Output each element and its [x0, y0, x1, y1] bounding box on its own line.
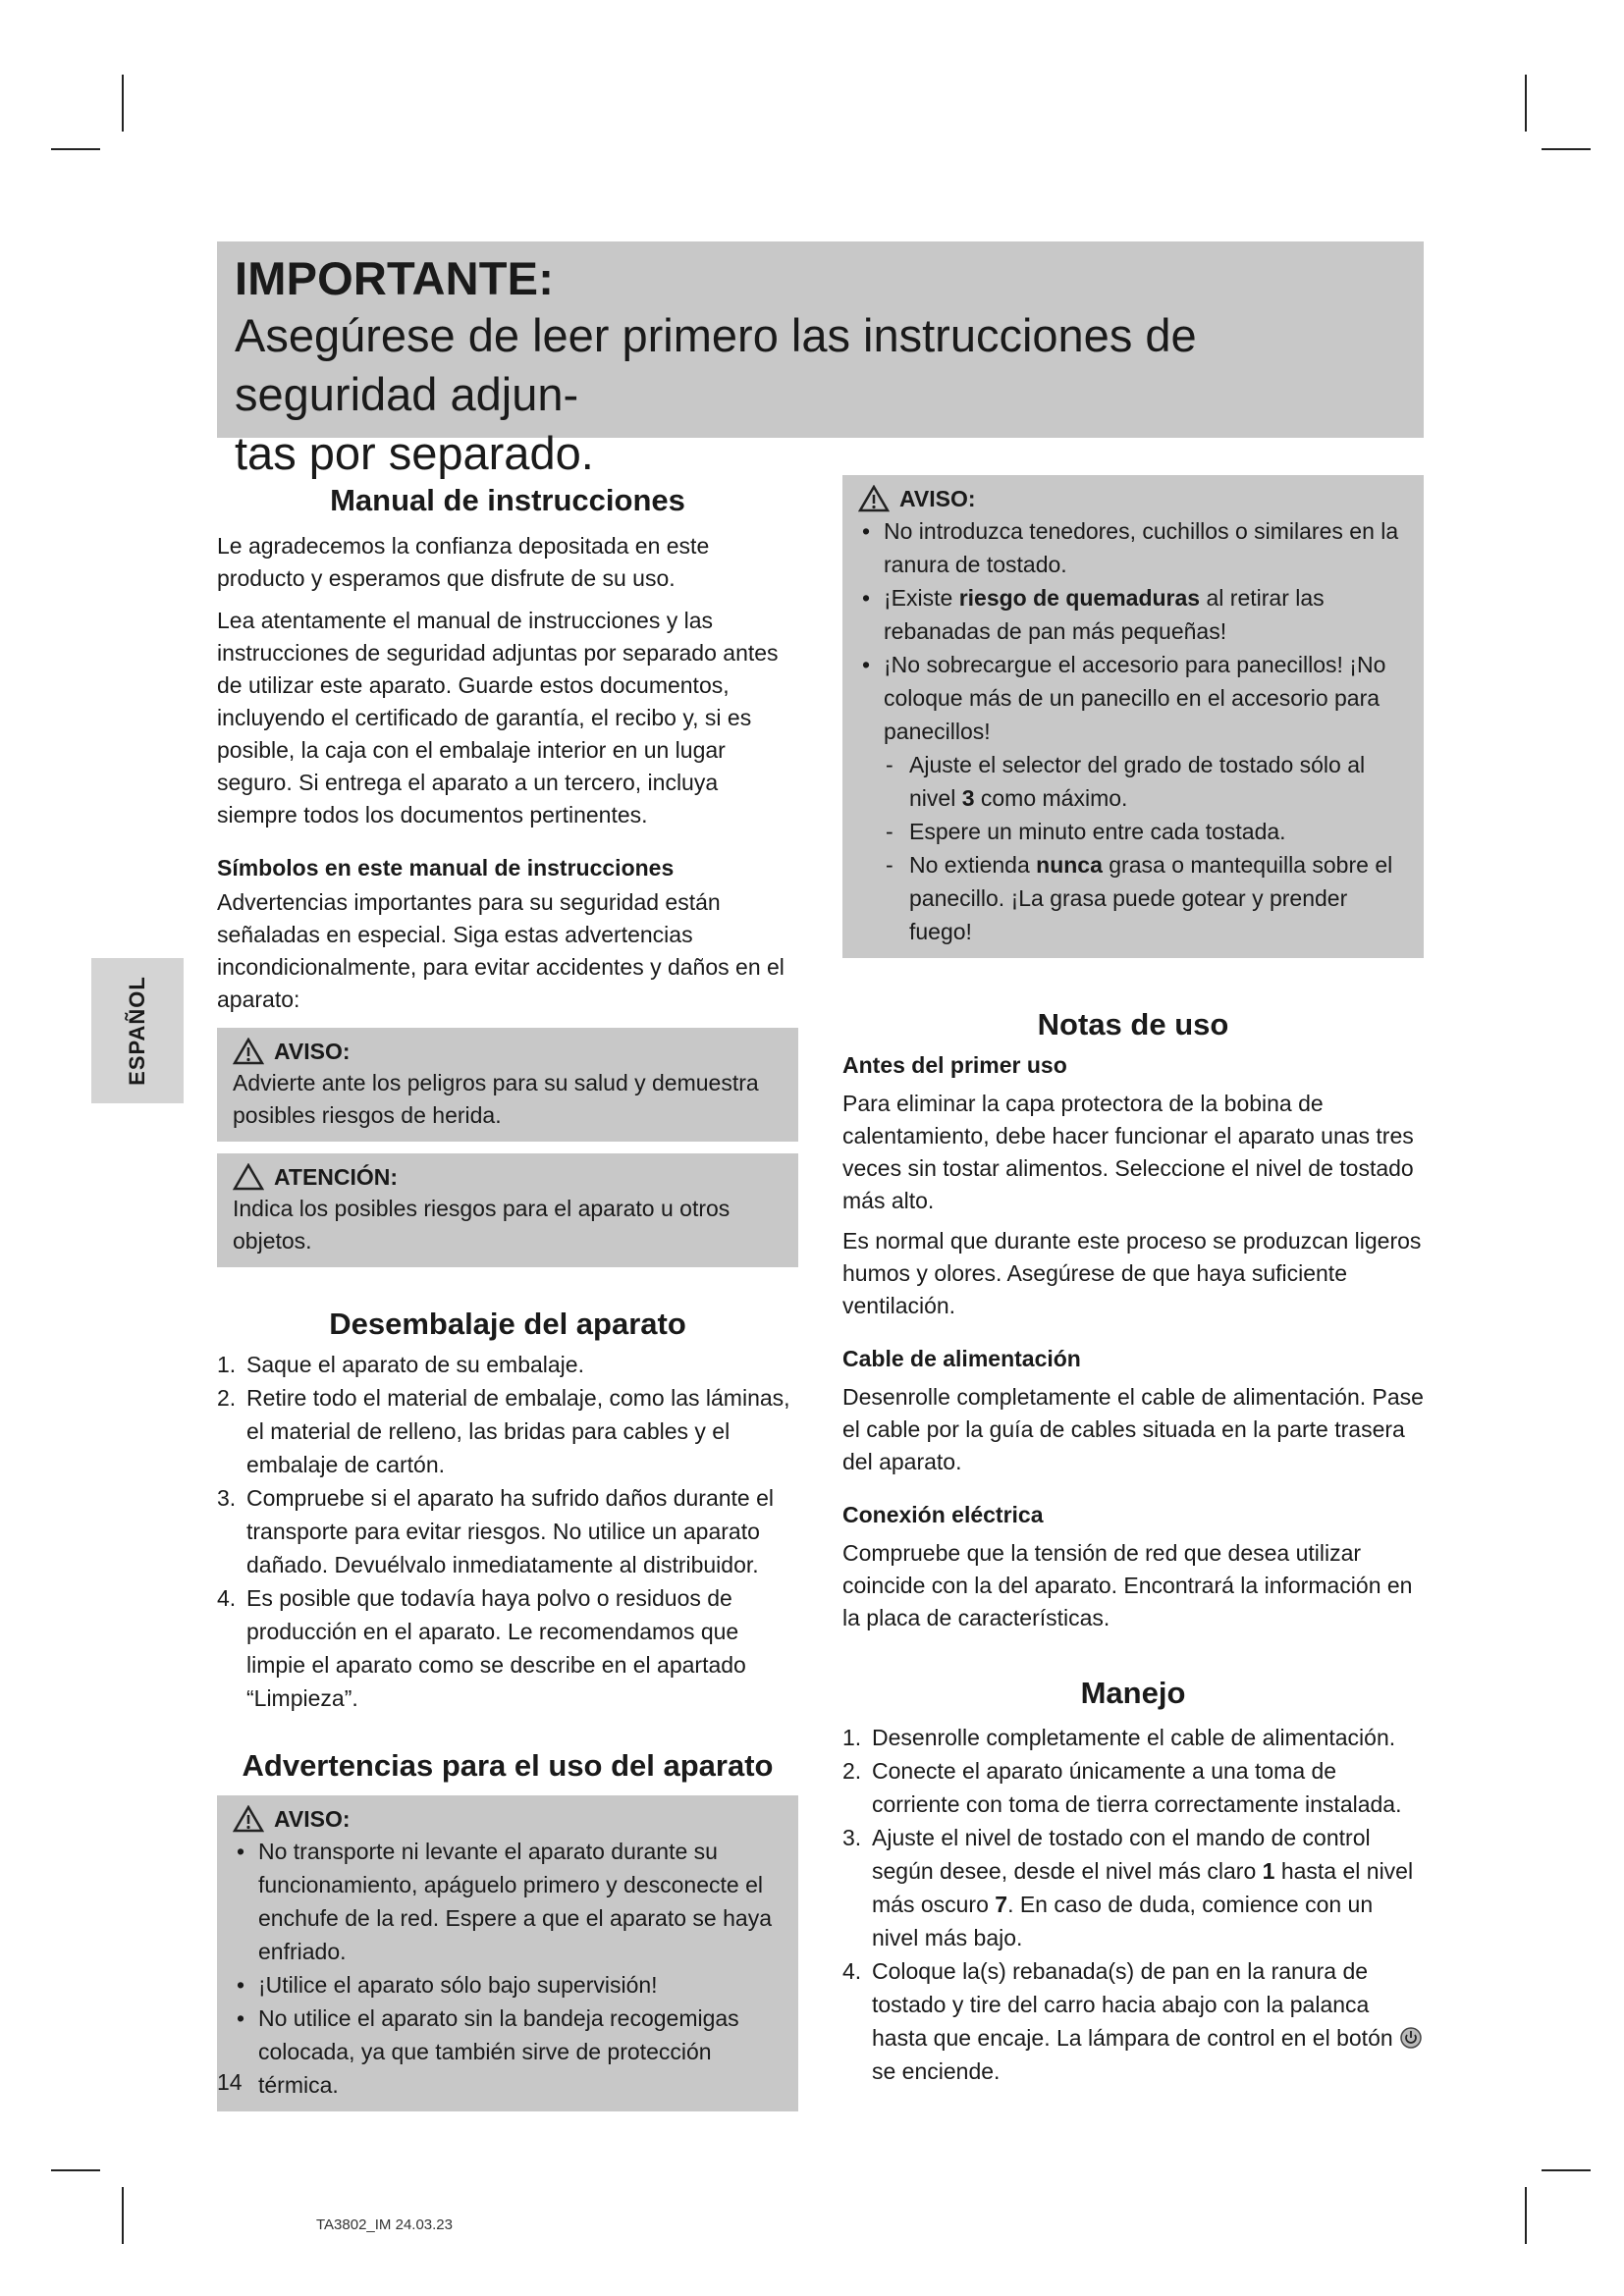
crop-mark	[122, 75, 124, 132]
atencion-legend-title: ATENCIÓN:	[274, 1164, 399, 1190]
language-tab-label: ESPAÑOL	[125, 976, 149, 1086]
important-line-1: Asegúrese de leer primero las instrucciones de seguridad adjun-	[235, 309, 1197, 420]
list-item: - Ajuste el selector del grado de tostado sólo al nivel 3 como máximo.	[884, 748, 1410, 815]
first-use-heading: Antes del primer uso	[842, 1052, 1067, 1078]
intro-paragraph-1: Le agradecemos la confianza depositada en este producto y esperamos que disfrute de su uso.	[217, 533, 710, 591]
important-line-2: tas por separado.	[235, 427, 594, 479]
aviso-legend-box	[217, 1028, 798, 1142]
list-item: • No introduzca tenedores, cuchillos o similares en la ranura de tostado.	[858, 514, 1410, 581]
atencion-legend-box	[217, 1153, 798, 1267]
first-use-paragraph-1: Para eliminar la capa protectora de la bobina de calentamiento, debe hacer funcionar el aparato unas tres veces sin tostar alimentos. Seleccione el nivel de tostado más alto.	[842, 1091, 1414, 1213]
unpack-heading: Desembalaje del aparato	[329, 1307, 686, 1341]
list-item: • ¡Existe riesgo de quemaduras al retirar las rebanadas de pan más pequeñas!	[858, 581, 1410, 648]
right-column	[842, 475, 1424, 2088]
aviso-legend-title: AVISO:	[274, 1039, 351, 1064]
list-item: 1. Desenrolle completamente el cable de alimentación.	[842, 1725, 1396, 1750]
footer-code: TA3802_IM 24.03.23	[316, 2216, 453, 2233]
symbols-heading: Símbolos en este manual de instrucciones	[217, 855, 675, 881]
crop-mark	[51, 148, 100, 150]
list-item: 2. Retire todo el material de embalaje, como las láminas, el material de relleno, las bridas para cables y el embalaje de cartón.	[217, 1385, 790, 1477]
warning-triangle-icon	[858, 485, 890, 512]
crop-mark	[1525, 2187, 1527, 2244]
crop-mark	[1525, 75, 1527, 132]
atencion-legend-text: Indica los posibles riesgos para el aparato u otros objetos.	[233, 1196, 731, 1254]
aviso-legend-text: Advierte ante los peligros para su salud y demuestra posibles riesgos de herida.	[233, 1070, 759, 1128]
important-banner	[217, 241, 1424, 479]
list-item: - Espere un minuto entre cada tostada.	[884, 815, 1410, 848]
unpack-steps	[217, 1348, 798, 1715]
notes-heading: Notas de uso	[1037, 1007, 1229, 1041]
usage-warning-title: AVISO:	[274, 1806, 351, 1832]
warning-triangle-icon	[233, 1805, 264, 1833]
list-item: 4. Es posible que todavía haya polvo o residuos de producción en el aparato. Le recomendamos que limpie el aparato como se describe en el apartado “Limpieza”.	[217, 1585, 746, 1711]
handling-steps	[842, 1721, 1424, 2088]
important-title: IMPORTANTE:	[235, 252, 555, 304]
manual-heading: Manual de instrucciones	[330, 483, 685, 517]
left-column	[217, 481, 798, 2111]
crop-mark	[1542, 148, 1591, 150]
list-item: 2. Conecte el aparato únicamente a una toma de corriente con toma de tierra correctamente instalada.	[842, 1758, 1402, 1817]
list-item: 4. Coloque la(s) rebanada(s) de pan en la ranura de tostado y tire del carro hacia abajo con la palanca hasta que encaje. La lámpara de control en el botón se enciende.	[842, 1954, 1424, 2088]
list-item: 3. Ajuste el nivel de tostado con el mando de control según desee, desde el nivel más claro 1 hasta el nivel más oscuro 7. En caso de duda, comience con un nivel más bajo.	[842, 1825, 1414, 1950]
cable-paragraph: Desenrolle completamente el cable de alimentación. Pase el cable por la guía de cables situada en la parte trasera del aparato.	[842, 1384, 1424, 1474]
list-item: • ¡No sobrecargue el accesorio para panecillos! ¡No coloque más de un panecillo en el accesorio para panecillos!	[858, 648, 1410, 748]
usage-warning-box	[217, 1795, 798, 2111]
list-item: 3. Compruebe si el aparato ha sufrido daños durante el transporte para evitar riesgos. No utilice un aparato dañado. Devuélvalo inmediatamente al distribuidor.	[217, 1485, 775, 1577]
crop-mark	[1542, 2169, 1591, 2171]
cable-heading: Cable de alimentación	[842, 1346, 1081, 1371]
first-use-paragraph-2: Es normal que durante este proceso se produzcan ligeros humos y olores. Asegúrese de que haya suficiente ventilación.	[842, 1228, 1422, 1318]
page-number: 14	[217, 2069, 243, 2095]
list-item: • No utilice el aparato sin la bandeja recogemigas colocada, ya que también sirve de protección térmica.	[233, 2002, 785, 2102]
intro-paragraph-2: Lea atentamente el manual de instrucciones y las instrucciones de seguridad adjuntas por separado antes de utilizar este aparato. Guarde estos documentos, incluyendo el certificado de garantía, el recibo y, si es posible, la caja con el embalaje interior en un lugar seguro. Si entrega el aparato a un tercero, incluya siempre todos los documentos pertinentes.	[217, 608, 779, 828]
aviso-toasting-title: AVISO:	[899, 486, 976, 511]
power-button-icon	[1399, 2026, 1423, 2050]
electric-paragraph: Compruebe que la tensión de red que desea utilizar coincide con la del aparato. Encontrará la información en la placa de características.	[842, 1540, 1413, 1630]
warnings-heading: Advertencias para el uso del aparato	[242, 1748, 774, 1783]
handling-heading: Manejo	[1080, 1676, 1186, 1710]
electric-heading: Conexión eléctrica	[842, 1502, 1044, 1527]
list-item: 1. Saque el aparato de su embalaje.	[217, 1352, 584, 1377]
list-item: • No transporte ni levante el aparato durante su funcionamiento, apáguelo primero y desconecte el enchufe de la red. Espere a que el aparato se haya enfriado.	[233, 1835, 785, 1968]
crop-mark	[122, 2187, 124, 2244]
symbols-paragraph: Advertencias importantes para su seguridad están señaladas en especial. Siga estas advertencias incondicionalmente, para evitar accidentes y daños en el aparato:	[217, 889, 785, 1012]
warning-triangle-icon	[233, 1038, 264, 1065]
aviso-toasting-box	[842, 475, 1424, 958]
caution-triangle-icon	[233, 1163, 264, 1191]
list-item: - No extienda nunca grasa o mantequilla sobre el panecillo. ¡La grasa puede gotear y prender fuego!	[884, 848, 1410, 948]
language-tab	[91, 958, 184, 1103]
crop-mark	[51, 2169, 100, 2171]
list-item: • ¡Utilice el aparato sólo bajo supervisión!	[233, 1968, 785, 2002]
